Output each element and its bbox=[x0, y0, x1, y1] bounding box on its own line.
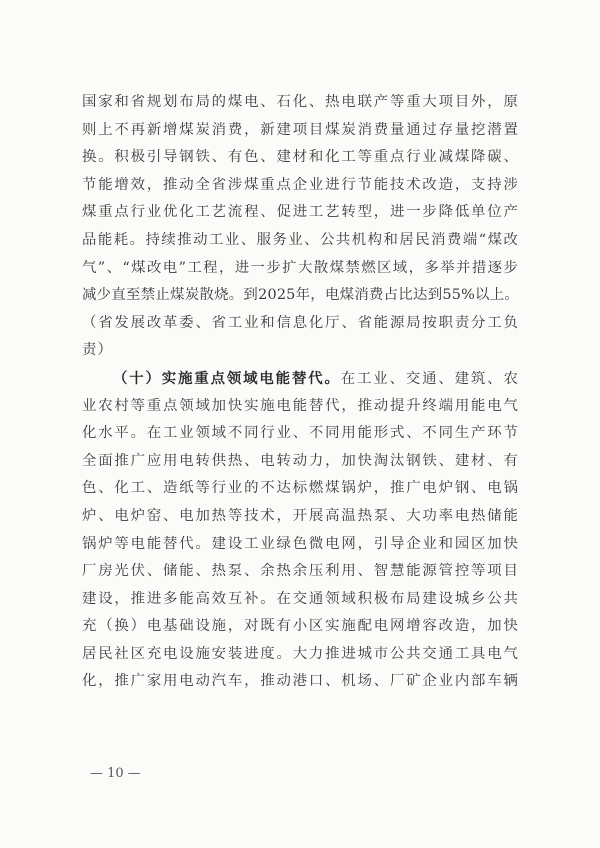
text-line: 业农村等重点领域加快实施电能替代，推动提升终端用能电气 bbox=[82, 397, 519, 414]
text-line: 品能耗。持续推动工业、服务业、公共机构和居民消费端“煤改 bbox=[82, 231, 519, 248]
body-text bbox=[82, 89, 522, 696]
text-line: （省发展改革委、省工业和信息化厅、省能源局按职责分工负 bbox=[82, 314, 519, 331]
text-line: 色、化工、造纸等行业的不达标燃煤锅炉，推广电炉钢、电锅 bbox=[82, 480, 519, 497]
text-line: 炉、电炉窑、电加热等技术，开展高温热泵、大功率电热储能 bbox=[82, 507, 519, 524]
text-line: 减少直至禁止煤炭散烧。到2025年，电煤消费占比达到55%以上。 bbox=[82, 287, 519, 304]
section-heading-line bbox=[82, 365, 519, 393]
section-heading-rest: 在工业、交通、建筑、农 bbox=[340, 370, 519, 387]
text-line: 煤重点行业优化工艺流程、促进工艺转型，进一步降低单位产 bbox=[82, 204, 519, 221]
text-line: 厂房光伏、储能、热泵、余热余压利用、智慧能源管控等项目 bbox=[82, 563, 519, 580]
text-line: 充（换）电基础设施，对既有小区实施配电网增容改造，加快 bbox=[82, 618, 519, 635]
page-number: — 10 — bbox=[90, 766, 141, 781]
text-line: 全面推广应用电转供热、电转动力，加快淘汰钢铁、建材、有 bbox=[82, 452, 519, 469]
text-line: 则上不再新增煤炭消费，新建项目煤炭消费量通过存量挖潜置 bbox=[82, 121, 519, 138]
section-heading: （十）实施重点领域电能替代。 bbox=[113, 369, 341, 387]
text-line: 锅炉等电能替代。建设工业绿色微电网，引导企业和园区加快 bbox=[82, 535, 519, 552]
text-line: 换。积极引导钢铁、有色、建材和化工等重点行业减煤降碳、 bbox=[82, 149, 519, 166]
text-line: 国家和省规划布局的煤电、石化、热电联产等重大项目外，原 bbox=[82, 94, 519, 110]
text-line: 节能增效，推动全省涉煤重点企业进行节能技术改造，支持涉 bbox=[82, 176, 519, 193]
text-line: 责） bbox=[82, 342, 114, 359]
text-line: 气”、“煤改电”工程，进一步扩大散煤禁燃区域，多举并措逐步 bbox=[82, 259, 519, 276]
text-line: 化，推广家用电动汽车，推动港口、机场、厂矿企业内部车辆 bbox=[82, 673, 519, 690]
text-line: 居民社区充电设施安装进度。大力推进城市公共交通工具电气 bbox=[82, 645, 519, 662]
text-line: 建设，推进多能高效互补。在交通领域积极布局建设城乡公共 bbox=[82, 590, 519, 607]
text-line: 化水平。在工业领域不同行业、不同用能形式、不同生产环节 bbox=[82, 425, 519, 442]
